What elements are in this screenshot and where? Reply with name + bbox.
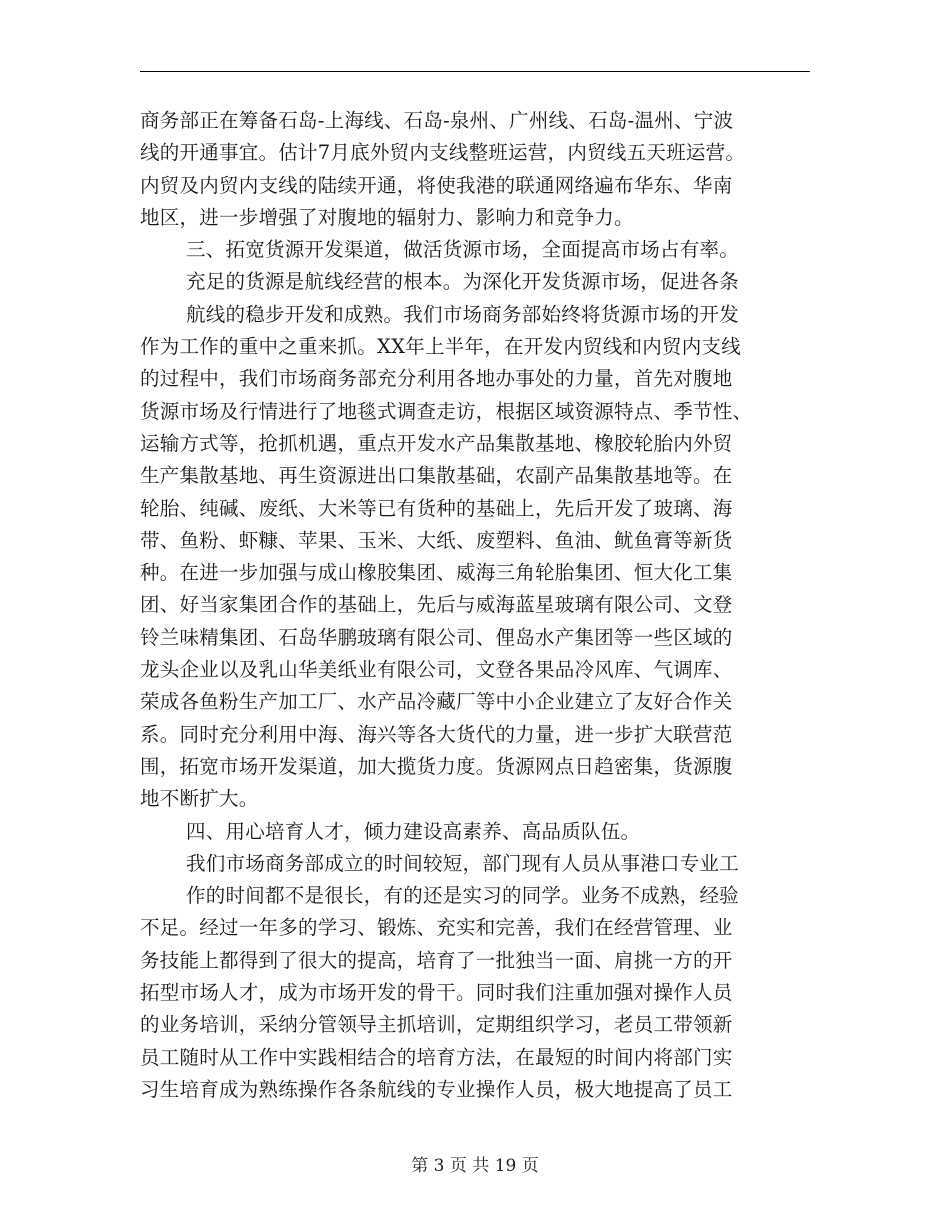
text-line: 员工随时从工作中实践相结合的培育方法，在最短的时间内将部门实: [140, 1045, 733, 1069]
text-line: 带、鱼粉、虾糠、苹果、玉米、大纸、废塑料、鱼油、鱿鱼膏等新货: [140, 528, 733, 552]
text-line: 作的时间都不是很长，有的还是实习的同学。业务不成熟，经验: [186, 884, 740, 908]
text-line: 围，拓宽市场开发渠道，加大揽货力度。货源网点日趋密集，货源腹: [140, 754, 733, 778]
text-line: 航线的稳步开发和成熟。我们市场商务部始终将货源市场的开发: [186, 302, 740, 326]
text-line: 拓型市场人才，成为市场开发的骨干。同时我们注重加强对操作人员: [140, 981, 733, 1005]
text-line: 务技能上都得到了很大的提高，培育了一批独当一面、肩挑一方的开: [140, 948, 733, 972]
text-line: 铃兰味精集团、石岛华鹏玻璃有限公司、俚岛水产集团等一些区域的: [140, 625, 733, 649]
section-heading: 四、用心培育人才，倾力建设高素养、高品质队伍。: [186, 819, 641, 843]
text-line: 的业务培训，采纳分管领导主抓培训，定期组织学习，老员工带领新: [140, 1013, 733, 1037]
text-line: 地区，进一步增强了对腹地的辐射力、影响力和竞争力。: [140, 205, 634, 229]
text-line: 作为工作的重中之重来抓。XX年上半年，在开发内贸线和内贸内支线: [140, 335, 742, 359]
text-line: 运输方式等，抢抓机遇，重点开发水产品集散基地、橡胶轮胎内外贸: [140, 431, 733, 455]
text-line: 不足。经过一年多的学习、锻炼、充实和完善，我们在经营管理、业: [140, 916, 733, 940]
text-line: 我们市场商务部成立的时间较短，部门现有人员从事港口专业工: [186, 851, 740, 875]
text-line: 龙头企业以及乳山华美纸业有限公司，文登各果品冷风库、气调库、: [140, 658, 733, 682]
text-line: 地不断扩大。: [140, 787, 259, 811]
text-line: 的过程中，我们市场商务部充分利用各地办事处的力量，首先对腹地: [140, 367, 733, 391]
text-line: 线的开通事宜。估计7月底外贸内支线整班运营，内贸线五天班运营。: [140, 141, 746, 165]
document-body: [140, 105, 820, 1106]
text-line: 充足的货源是航线经营的根本。为深化开发货源市场，促进各条: [186, 270, 740, 294]
text-line: 商务部正在筹备石岛-上海线、石岛-泉州、广州线、石岛-温州、宁波: [140, 109, 734, 132]
text-line: 生产集散基地、再生资源进出口集散基础，农副产品集散基地等。在: [140, 464, 733, 488]
text-line: 习生培育成为熟练操作各条航线的专业操作人员，极大地提高了员工: [140, 1077, 733, 1101]
text-line: 货源市场及行情进行了地毯式调查走访，根据区域资源特点、季节性、: [140, 399, 753, 423]
text-line: 团、好当家集团合作的基础上，先后与威海蓝星玻璃有限公司、文登: [140, 593, 733, 617]
text-line: 轮胎、纯碱、废纸、大米等已有货种的基础上，先后开发了玻璃、海: [140, 496, 733, 520]
page-footer: 第 3 页 共 19 页: [411, 1156, 539, 1176]
section-heading: 三、拓宽货源开发渠道，做活货源市场，全面提高市场占有率。: [186, 238, 740, 262]
text-line: 荣成各鱼粉生产加工厂、水产品冷藏厂等中小企业建立了友好合作关: [140, 690, 733, 714]
header-rule: [140, 71, 810, 72]
text-line: 系。同时充分利用中海、海兴等各大货代的力量，进一步扩大联营范: [140, 722, 733, 746]
text-line: 内贸及内贸内支线的陆续开通，将使我港的联通网络遍布华东、华南: [140, 173, 733, 197]
text-line: 种。在进一步加强与成山橡胶集团、威海三角轮胎集团、恒大化工集: [140, 561, 733, 585]
